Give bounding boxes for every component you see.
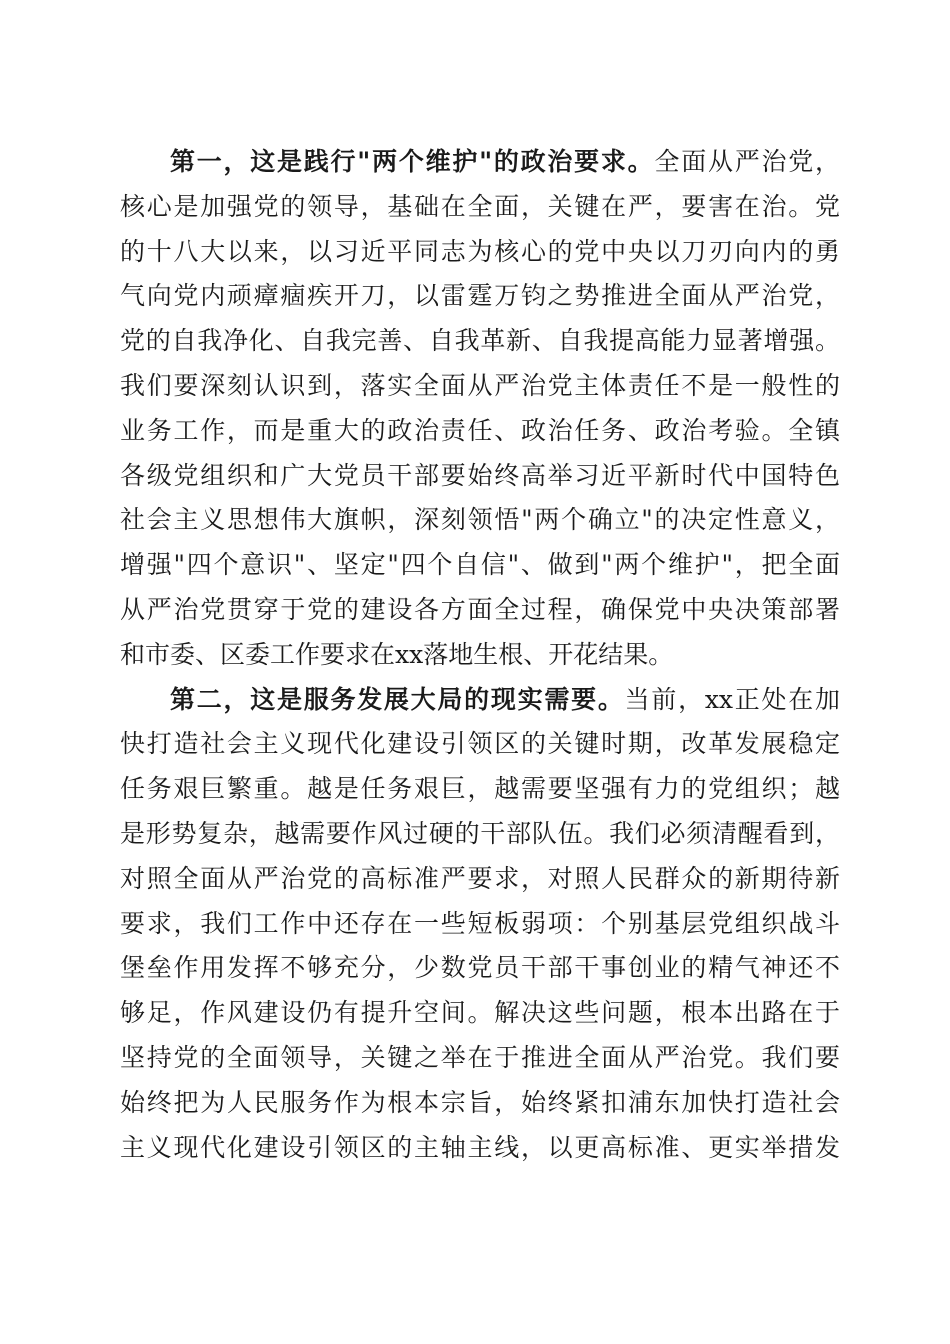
paragraph-2-line-10: 始终把为人民服务作为根本宗旨，始终紧扣浦东加快打造社会 — [120, 1087, 840, 1117]
paragraph-1-line-2: 核心是加强党的领导，基础在全面，关键在严，要害在治。党 — [120, 191, 840, 221]
paragraph-2-line-6: 要求，我们工作中还存在一些短板弱项：个别基层党组织战斗 — [120, 908, 840, 938]
paragraph-1-line-8: 各级党组织和广大党员干部要始终高举习近平新时代中国特色 — [120, 460, 840, 490]
paragraph-1-line-7: 业务工作，而是重大的政治责任、政治任务、政治考验。全镇 — [120, 415, 840, 445]
paragraph-2-line-2: 快打造社会主义现代化建设引领区的关键时期，改革发展稳定 — [120, 729, 840, 759]
paragraph-2-line-5: 对照全面从严治党的高标准严要求，对照人民群众的新期待新 — [120, 863, 840, 893]
paragraph-2-line-3: 任务艰巨繁重。越是任务艰巨，越需要坚强有力的党组织；越 — [120, 774, 840, 804]
paragraph-1-line-1 — [120, 140, 840, 185]
paragraph-1-line-9: 社会主义思想伟大旗帜，深刻领悟"两个确立"的决定性意义， — [120, 505, 840, 535]
paragraph-1-line-10: 增强"四个意识"、坚定"四个自信"、做到"两个维护"，把全面 — [120, 550, 840, 580]
paragraph-1-line-5: 党的自我净化、自我完善、自我革新、自我提高能力显著增强。 — [120, 326, 840, 356]
paragraph-2-lead: 第二，这是服务发展大局的现实需要。 — [170, 684, 625, 714]
paragraph-1-line-4: 气向党内顽瘴痼疾开刀，以雷霆万钧之势推进全面从严治党， — [120, 281, 840, 311]
paragraph-1-line-1-text: 全面从严治党， — [654, 147, 840, 176]
paragraph-2-line-1-text: 当前，xx正处在加 — [624, 684, 840, 714]
paragraph-2-line-8: 够足，作风建设仍有提升空间。解决这些问题，根本出路在于 — [120, 998, 840, 1028]
paragraph-2-line-1 — [120, 678, 840, 723]
paragraph-2-line-9: 坚持党的全面领导，关键之举在于推进全面从严治党。我们要 — [120, 1042, 840, 1072]
paragraph-1-line-11: 从严治党贯穿于党的建设各方面全过程，确保党中央决策部署 — [120, 594, 840, 624]
paragraph-1-line-3: 的十八大以来，以习近平同志为核心的党中央以刀刃向内的勇 — [120, 236, 840, 266]
paragraph-2-line-11: 主义现代化建设引领区的主轴主线，以更高标准、更实举措发 — [120, 1132, 840, 1162]
paragraph-1-lead: 第一，这是践行"两个维护"的政治要求。 — [170, 147, 655, 176]
paragraph-2-line-4: 是形势复杂，越需要作风过硬的干部队伍。我们必须清醒看到， — [120, 818, 840, 848]
paragraph-1-line-12: 和市委、区委工作要求在xx落地生根、开花结果。 — [120, 639, 674, 669]
body-text — [120, 140, 840, 1170]
paragraph-1-line-6: 我们要深刻认识到，落实全面从严治党主体责任不是一般性的 — [120, 370, 840, 400]
paragraph-2-line-7: 堡垒作用发挥不够充分，少数党员干部干事创业的精气神还不 — [120, 953, 840, 983]
